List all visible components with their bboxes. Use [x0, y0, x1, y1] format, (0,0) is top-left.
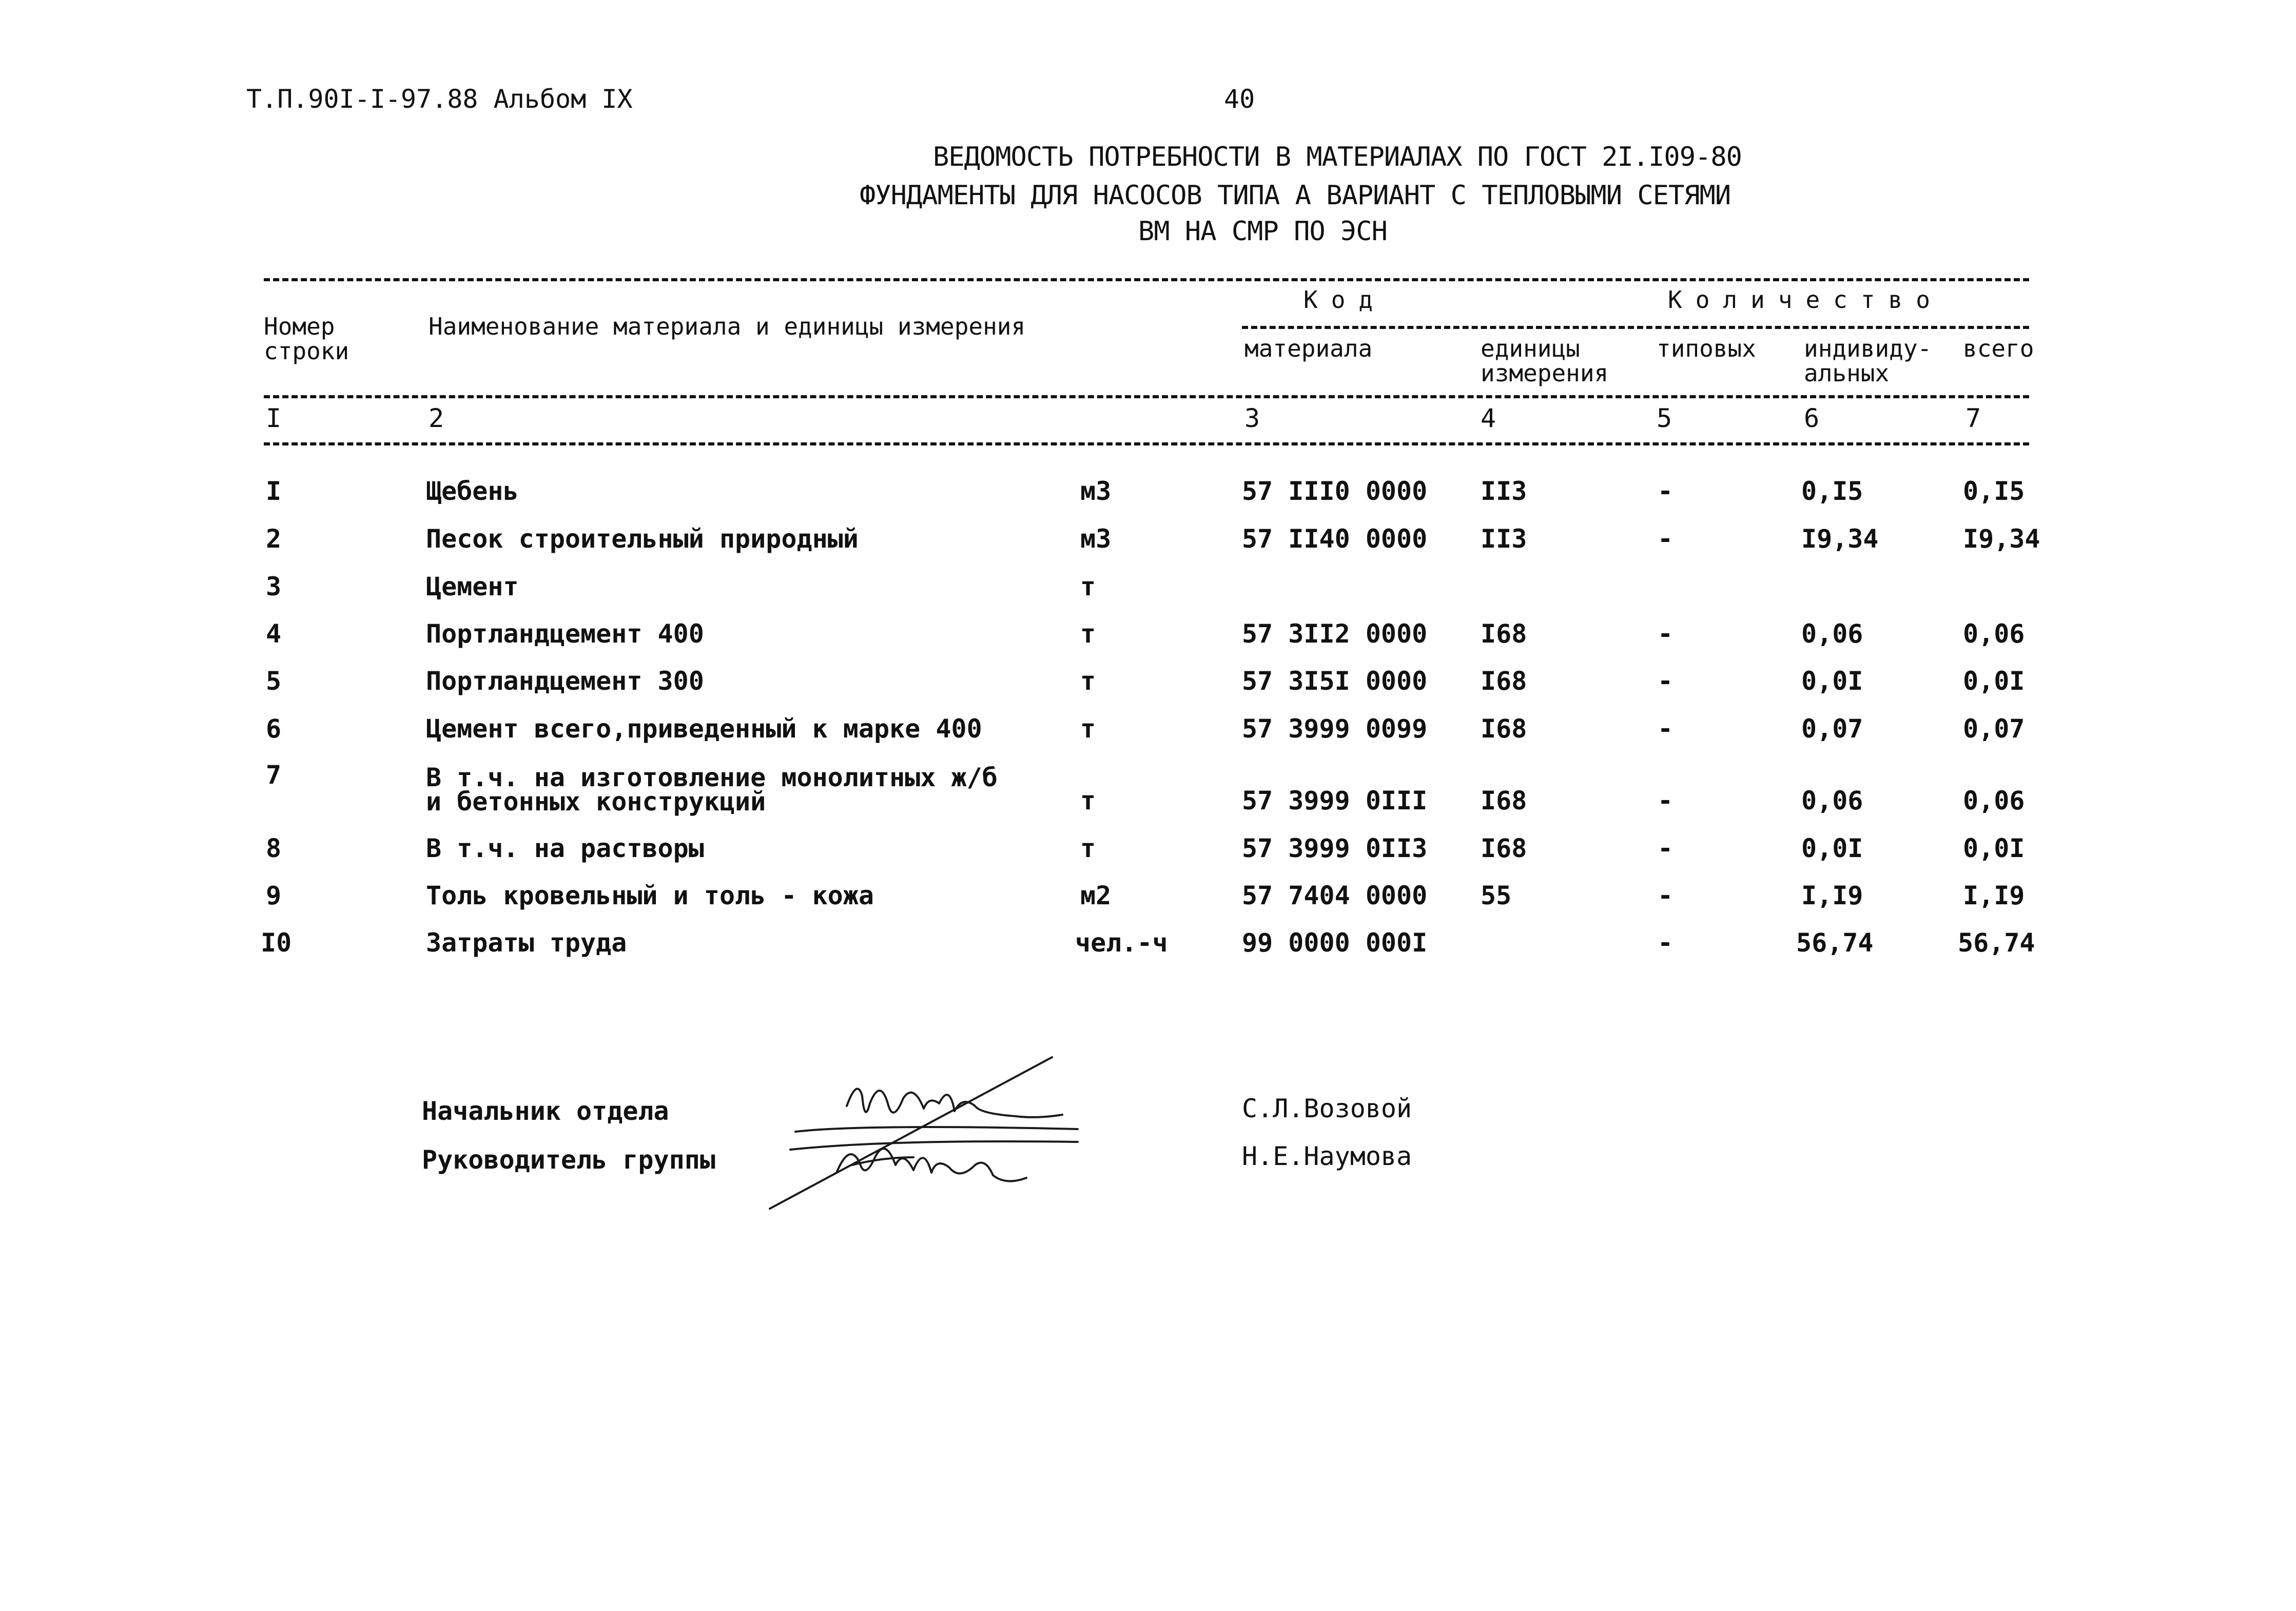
signatory-role-2: Руководитель группы [422, 1145, 715, 1175]
row-7-total: 0,06 [1963, 786, 2025, 816]
col-group-code: Код [1303, 286, 1387, 314]
row-1-unit: м3 [1080, 476, 1112, 506]
rule-column-numbers-bottom [264, 442, 2029, 445]
row-5-material-code: 57 3I5I 0000 [1242, 666, 1428, 696]
row-8-total: 0,0I [1963, 833, 2025, 863]
col-header-typical: типовых [1657, 335, 1756, 362]
row-6-unit-code: I68 [1481, 714, 1527, 744]
row-2-unit: м3 [1080, 524, 1112, 554]
row-2-name: Песок строительный природный [426, 524, 859, 554]
row-8-unit-code: I68 [1481, 833, 1527, 863]
row-5-name: Портландцемент 300 [426, 666, 704, 696]
row-4-individual: 0,06 [1801, 619, 1863, 649]
signature-2-underline [852, 1157, 913, 1165]
signature-stroke-1 [795, 1127, 1078, 1132]
row-4-number: 4 [266, 619, 282, 649]
row-5-total: 0,0I [1963, 666, 2025, 696]
row-1-unit-code: II3 [1481, 476, 1527, 506]
row-9-material-code: 57 7404 0000 [1242, 881, 1428, 910]
row-5-unit: т [1080, 666, 1096, 696]
col-header-material-code: материала [1244, 335, 1373, 362]
row-4-name: Портландцемент 400 [426, 619, 704, 649]
row-9-typical: - [1658, 881, 1674, 910]
row-6-number: 6 [266, 714, 282, 744]
col-header-individual [1804, 336, 1932, 386]
row-3-name: Цемент [426, 572, 519, 601]
col-header-name: Наименование материала и единицы измерения [429, 313, 1026, 340]
row-7-typical: - [1658, 786, 1674, 816]
row-7-name-line2: и бетонных конструкций [426, 787, 766, 817]
row-5-typical: - [1658, 666, 1674, 696]
row-6-total: 0,07 [1963, 714, 2025, 744]
page-number: 40 [1224, 84, 1255, 114]
col-header-row-number-line1: Номер [264, 313, 335, 340]
col-header-unit-code-line1: единицы [1481, 335, 1580, 362]
row-5-number: 5 [266, 666, 282, 696]
col-number-1: I [266, 403, 282, 433]
document-subtitle: ФУНДАМЕНТЫ ДЛЯ НАСОСОВ ТИПА А ВАРИАНТ С ТЕПЛОВЫМИ СЕТЯМИ [860, 180, 1731, 211]
row-5-individual: 0,0I [1801, 666, 1863, 696]
rule-top [264, 278, 2029, 281]
row-10-unit: чел.-ч [1075, 928, 1168, 958]
row-3-number: 3 [266, 572, 282, 601]
row-1-typical: - [1658, 476, 1674, 506]
col-number-5: 5 [1657, 403, 1672, 433]
signature-2-scribble [836, 1149, 1026, 1181]
row-7-material-code: 57 3999 0III [1242, 786, 1428, 816]
signatory-role-1: Начальник отдела [422, 1096, 669, 1126]
row-4-unit: т [1080, 619, 1096, 649]
row-1-name: Щебень [426, 476, 519, 506]
row-2-material-code: 57 II40 0000 [1242, 524, 1428, 554]
row-1-individual: 0,I5 [1801, 476, 1863, 506]
row-8-individual: 0,0I [1801, 833, 1863, 863]
row-8-typical: - [1658, 833, 1674, 863]
row-9-unit-code: 55 [1481, 881, 1512, 910]
col-number-7: 7 [1966, 403, 1981, 433]
row-6-name: Цемент всего,приведенный к марке 400 [426, 714, 982, 744]
row-6-individual: 0,07 [1801, 714, 1863, 744]
row-7-unit: т [1080, 786, 1096, 816]
row-9-number: 9 [266, 881, 282, 910]
signature-stroke-long [770, 1057, 1052, 1209]
row-5-unit-code: I68 [1481, 666, 1527, 696]
col-header-individual-line2: альных [1804, 359, 1890, 387]
row-1-material-code: 57 III0 0000 [1242, 476, 1428, 506]
signatory-name-1: С.Л.Возовой [1242, 1094, 1412, 1123]
signature-stroke-2 [790, 1141, 1078, 1150]
row-10-typical: - [1658, 928, 1674, 958]
col-header-total: всего [1963, 335, 2034, 362]
col-header-row-number [264, 314, 349, 364]
row-2-unit-code: II3 [1481, 524, 1527, 554]
row-3-unit: т [1080, 572, 1096, 601]
row-9-total: I,I9 [1963, 881, 2025, 910]
col-number-6: 6 [1804, 403, 1820, 433]
signatory-name-2: Н.Е.Наумова [1242, 1141, 1412, 1171]
col-number-2: 2 [429, 403, 444, 433]
row-8-material-code: 57 3999 0II3 [1242, 833, 1428, 863]
row-2-number: 2 [266, 524, 282, 554]
col-header-individual-line1: индивиду- [1804, 335, 1932, 362]
row-8-number: 8 [266, 833, 282, 863]
row-1-number: I [266, 476, 282, 506]
col-header-row-number-line2: строки [264, 337, 349, 365]
rule-header-bottom [264, 395, 2029, 398]
document-title: ВЕДОМОСТЬ ПОТРЕБНОСТИ В МАТЕРИАЛАХ ПО ГОСТ 2I.I09-80 [933, 142, 1742, 172]
document-subtitle-2: ВМ НА СМР ПО ЭСН [1138, 216, 1387, 247]
signature-scribble [760, 1047, 1093, 1221]
document-reference: Т.П.90I-I-97.88 Альбом IX [246, 84, 633, 114]
col-group-quantity: Количество [1668, 286, 1943, 314]
row-7-name-line1: В т.ч. на изготовление монолитных ж/б [426, 763, 998, 792]
row-8-unit: т [1080, 833, 1096, 863]
row-7-unit-code: I68 [1481, 786, 1527, 816]
handwritten-signatures [760, 1047, 1093, 1221]
row-4-unit-code: I68 [1481, 619, 1527, 649]
row-4-typical: - [1658, 619, 1674, 649]
signature-1-scribble [847, 1089, 1062, 1117]
col-header-unit-code-line2: измерения [1481, 359, 1609, 387]
col-number-4: 4 [1481, 403, 1496, 433]
row-2-individual: I9,34 [1801, 524, 1879, 554]
row-8-name: В т.ч. на растворы [426, 833, 704, 863]
row-9-unit: м2 [1080, 881, 1112, 910]
col-header-unit-code [1481, 336, 1608, 386]
row-6-material-code: 57 3999 0099 [1242, 714, 1428, 744]
row-9-name: Толь кровельный и толь - кожа [426, 881, 874, 910]
row-10-material-code: 99 0000 000I [1242, 928, 1428, 958]
row-4-total: 0,06 [1963, 619, 2025, 649]
row-10-total: 56,74 [1958, 928, 2035, 958]
rule-group [1242, 326, 2029, 329]
row-2-typical: - [1658, 524, 1674, 554]
row-10-individual: 56,74 [1796, 928, 1874, 958]
row-7-individual: 0,06 [1801, 786, 1863, 816]
row-10-name: Затраты труда [426, 928, 627, 958]
row-2-total: I9,34 [1963, 524, 2040, 554]
row-10-number: I0 [261, 928, 292, 958]
row-4-material-code: 57 3II2 0000 [1242, 619, 1428, 649]
row-6-typical: - [1658, 714, 1674, 744]
row-9-individual: I,I9 [1801, 881, 1863, 910]
col-number-3: 3 [1244, 403, 1260, 433]
row-1-total: 0,I5 [1963, 476, 2025, 506]
row-7-number: 7 [266, 760, 282, 790]
row-6-unit: т [1080, 714, 1096, 744]
